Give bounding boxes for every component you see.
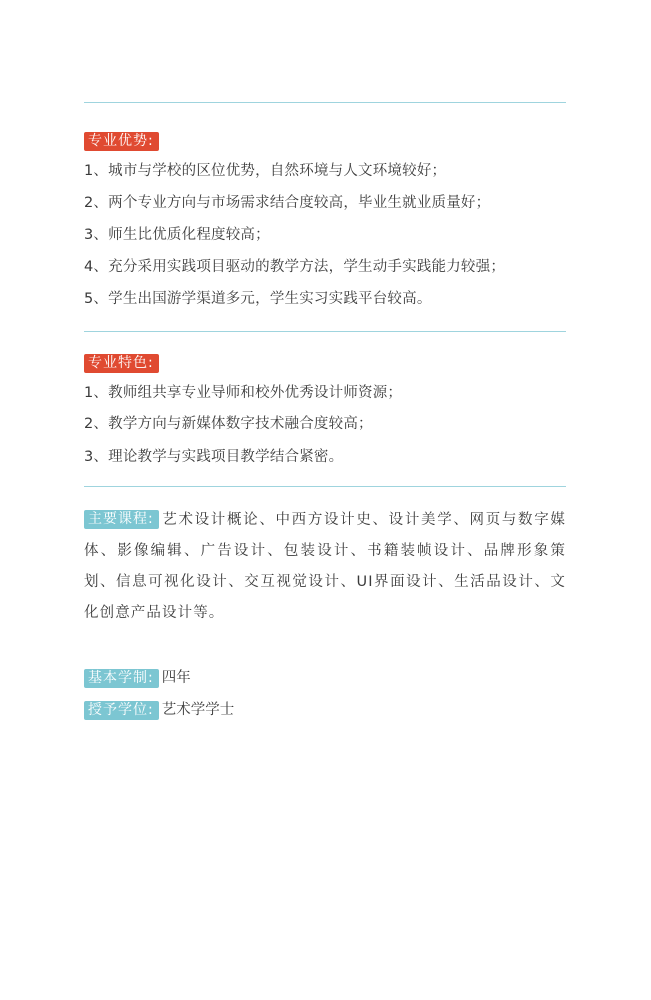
- duration-value: 四年: [161, 670, 191, 686]
- courses-label: 主要课程:: [84, 510, 159, 529]
- degree-value: 艺术学学士: [161, 702, 235, 718]
- courses-paragraph: [84, 505, 566, 629]
- features-list: [84, 383, 566, 403]
- list-item: 2、两个专业方向与市场需求结合度较高，毕业生就业质量好；: [84, 195, 491, 211]
- degree-label: 授予学位:: [84, 701, 159, 720]
- advantages-list-4: [84, 257, 566, 277]
- list-item: 2、教学方向与新媒体数字技术融合度较高；: [84, 416, 373, 432]
- advantages-label: 专业优势:: [84, 132, 159, 151]
- duration-label: 基本学制:: [84, 669, 159, 688]
- advantages-list: [84, 161, 566, 181]
- list-item: 5、学生出国游学渠道多元，学生实习实践平台较高。: [84, 291, 432, 307]
- list-item: 3、理论教学与实践项目教学结合紧密。: [84, 449, 344, 465]
- duration-row: [84, 667, 566, 689]
- list-item: 3、师生比优质化程度较高；: [84, 227, 270, 243]
- divider: [84, 331, 566, 332]
- list-item: 1、城市与学校的区位优势，自然环境与人文环境较好；: [84, 163, 447, 179]
- advantages-list-2: [84, 193, 566, 213]
- features-label: 专业特色:: [84, 354, 159, 373]
- advantages-list-5: [84, 289, 566, 309]
- courses-section: [84, 505, 566, 629]
- list-item: 1、教师组共享专业导师和校外优秀设计师资源；: [84, 385, 403, 401]
- features-list-2: [84, 414, 566, 434]
- features-list-3: [84, 447, 566, 467]
- top-divider: [84, 102, 566, 103]
- degree-row: [84, 699, 566, 721]
- advantages-section: [84, 130, 566, 151]
- features-section: [84, 352, 566, 373]
- list-item: 4、充分采用实践项目驱动的教学方法，学生动手实践能力较强；: [84, 259, 506, 275]
- advantages-list-3: [84, 225, 566, 245]
- divider: [84, 486, 566, 487]
- courses-text: 艺术设计概论、中西方设计史、设计美学、网页与数字媒体、影像编辑、广告设计、包装设计、书籍装帧设计、品牌形象策划、信息可视化设计、交互视觉设计、UI界面设计、生活品设计、文化创意产品设计等。: [84, 512, 566, 621]
